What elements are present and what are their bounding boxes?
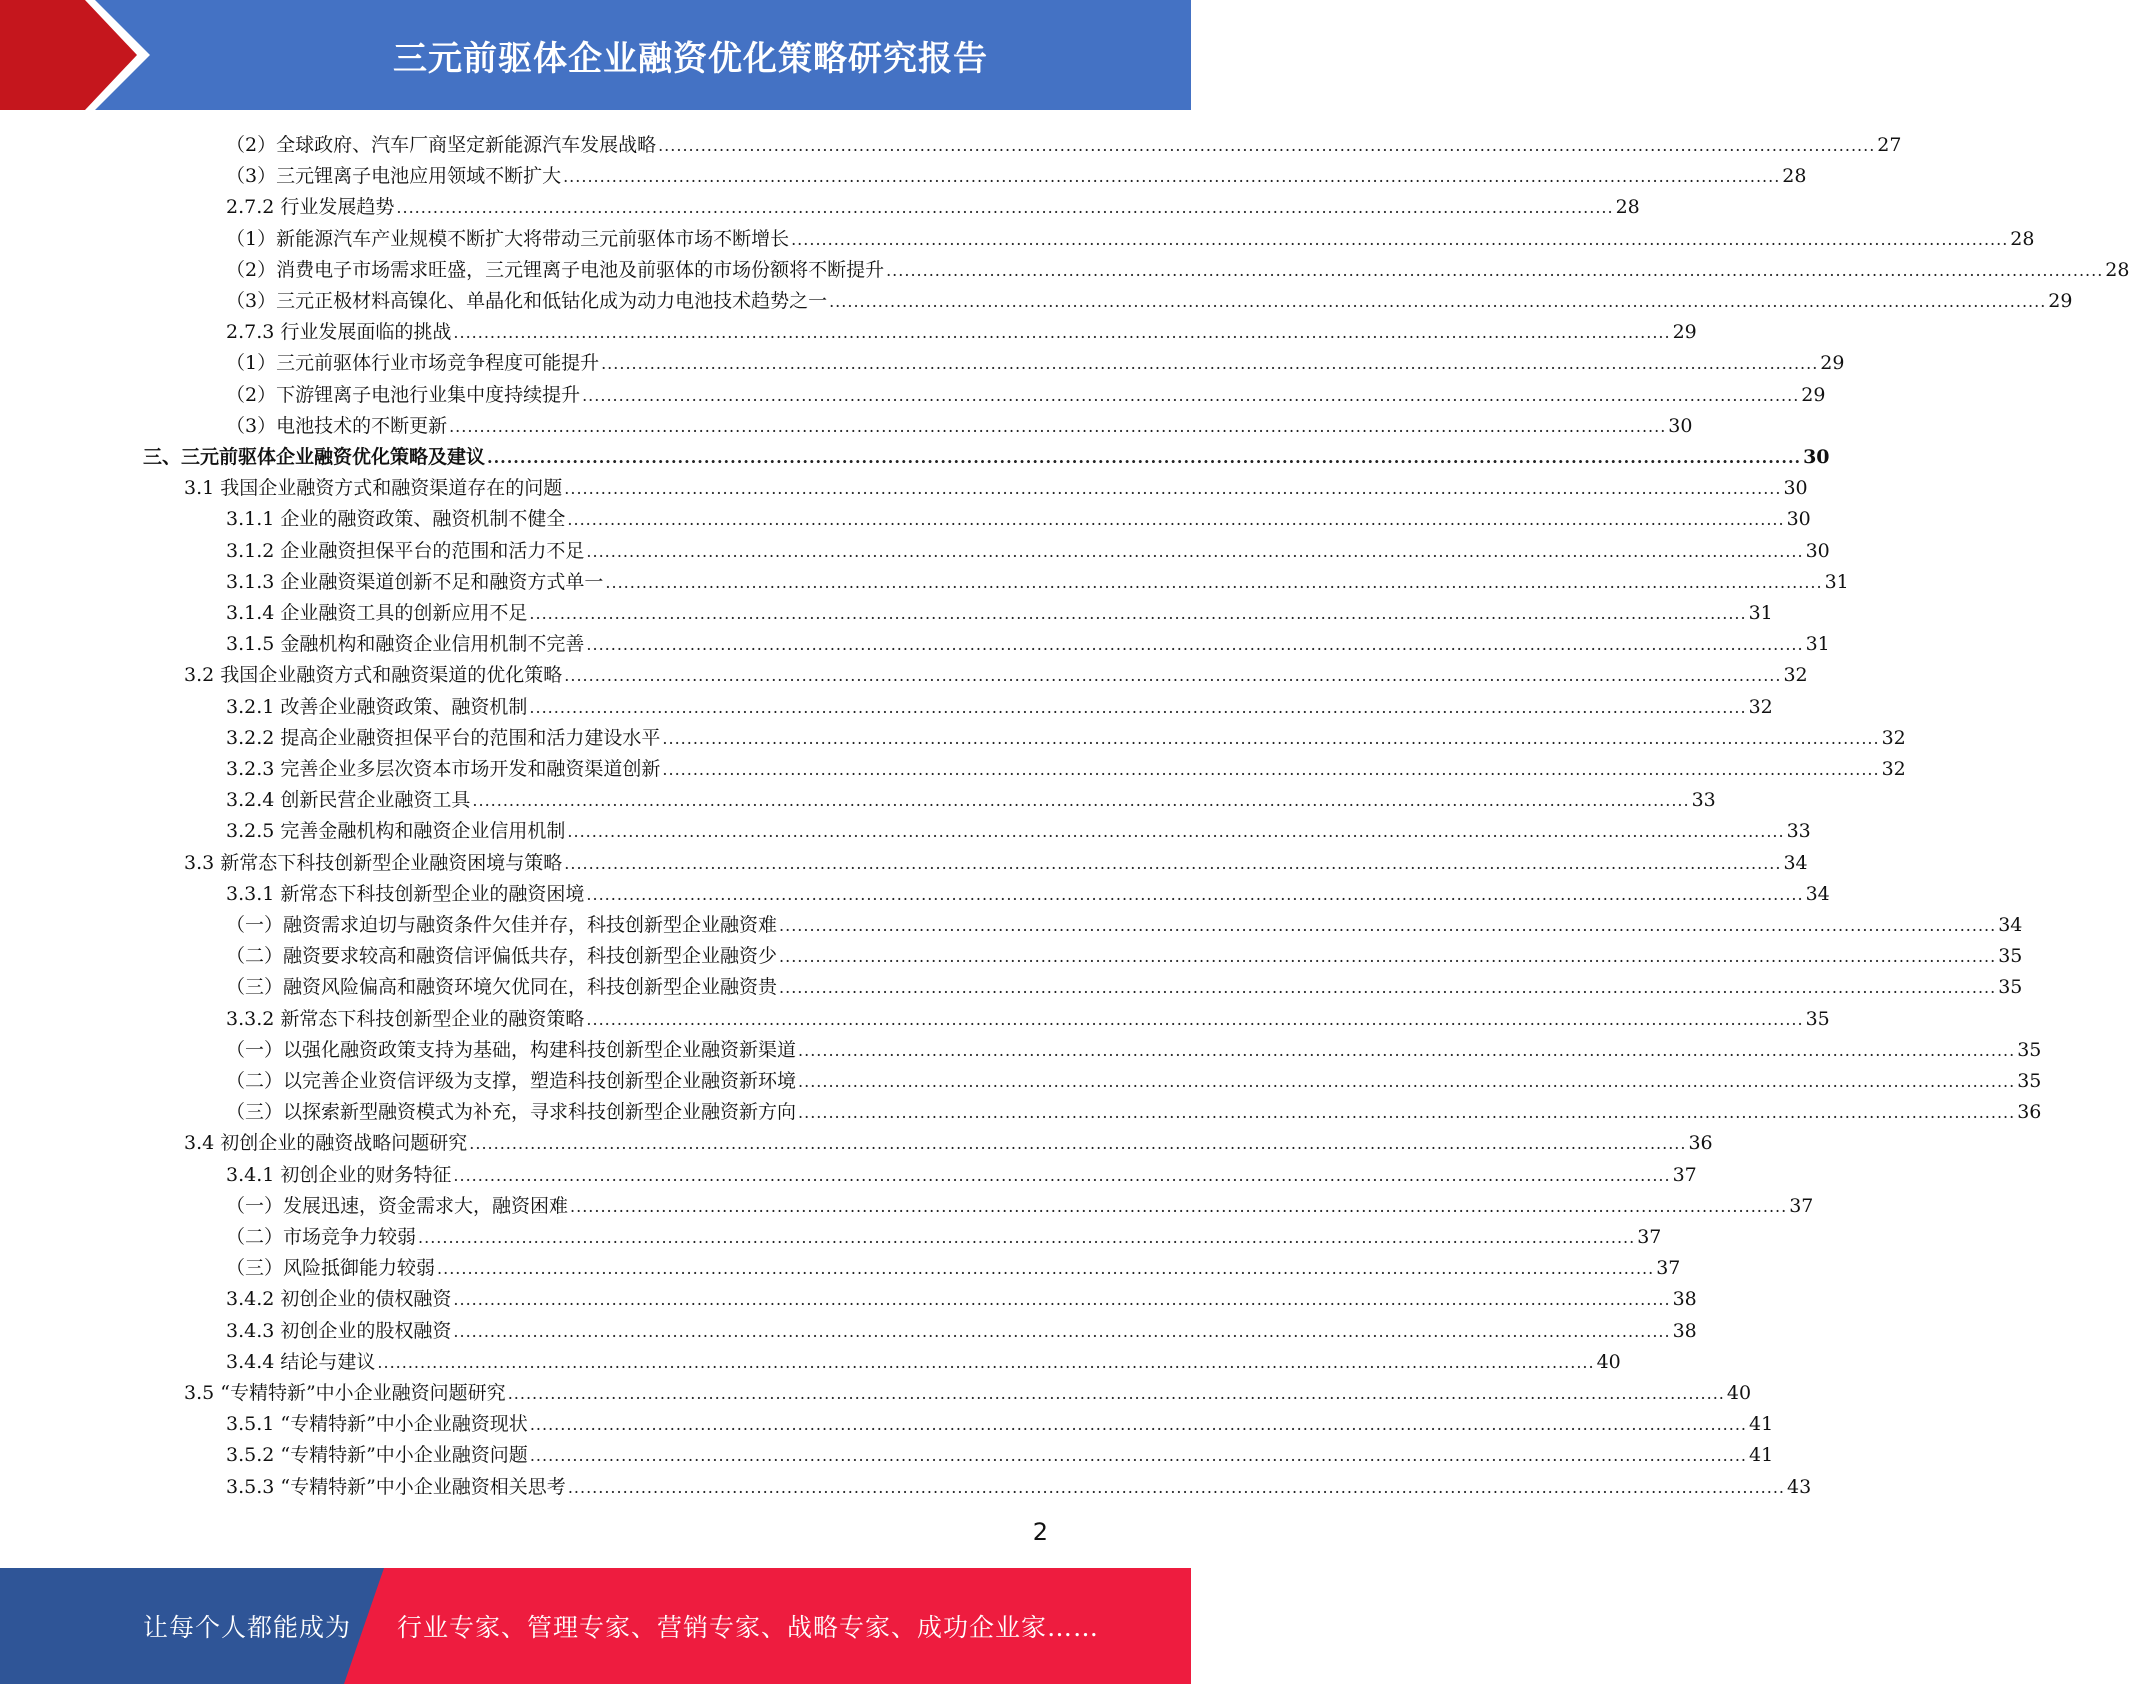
toc-entry[interactable] [226, 1032, 2042, 1063]
toc-leader-dots: ........................................................................................................................................................................................................ [586, 1009, 1804, 1029]
toc-entry[interactable] [226, 252, 2129, 283]
toc-entry[interactable] [226, 720, 1906, 751]
toc-entry-label: 3.4.2 初创企业的债权融资 [226, 1288, 452, 1311]
toc-entry-label: （1）三元前驱体行业市场竞争程度可能提升 [226, 352, 600, 375]
toc-entry-label: 3.1.1 企业的融资政策、融资机制不健全 [226, 508, 566, 531]
toc-entry[interactable] [226, 1344, 1621, 1375]
toc-entry-page: 35 [2017, 1070, 2042, 1092]
toc-entry-page: 31 [1805, 633, 1830, 656]
toc-leader-dots: ........................................................................................................................................................................................................ [564, 479, 1782, 499]
toc-leader-dots: ........................................................................................................................................................................................................ [453, 323, 1671, 343]
toc-leader-dots: ........................................................................................................................................................................................................ [570, 1196, 1788, 1216]
toc-leader-dots: ........................................................................................................................................................................................................ [567, 1477, 1785, 1497]
toc-entry-page: 35 [1805, 1007, 1830, 1030]
toc-leader-dots: ........................................................................................................................................................................................................ [418, 1228, 1636, 1247]
toc-entry-label: 3.2.5 完善金融机构和融资企业信用机制 [226, 820, 566, 843]
toc-entry-label: 3.2.3 完善企业多层次资本市场开发和融资渠道创新 [226, 758, 661, 780]
toc-entry-page: 37 [1789, 1194, 1814, 1217]
toc-leader-dots: ........................................................................................................................................................................................................ [779, 947, 1997, 967]
toc-leader-dots: ........................................................................................................................................................................................................ [564, 853, 1782, 873]
toc-entry-label: 3.1.2 企业融资担保平台的范围和活力不足 [226, 539, 585, 562]
toc-leader-dots: ........................................................................................................................................................................................................ [487, 448, 1802, 467]
toc-entry[interactable] [226, 408, 1693, 439]
toc-leader-dots: ........................................................................................................................................................................................................ [396, 198, 1614, 218]
toc-entry[interactable] [226, 1281, 1697, 1312]
toc-entry-page: 30 [1783, 477, 1808, 500]
toc-entry-page: 35 [1998, 945, 2023, 968]
toc-leader-dots: ........................................................................................................................................................................................................ [567, 822, 1785, 842]
toc-entry-page: 34 [1805, 882, 1830, 905]
toc-entry-label: 3.2 我国企业融资方式和融资渠道的优化策略 [184, 664, 563, 687]
toc-entry[interactable] [226, 1219, 1662, 1250]
toc-leader-dots: ........................................................................................................................................................................................................ [798, 1103, 2016, 1123]
page-footer [0, 1568, 1191, 1684]
toc-entry-page: 28 [1782, 165, 1807, 188]
toc-entry-page: 29 [1672, 321, 1697, 344]
toc-entry[interactable] [226, 751, 1906, 782]
toc-entry-page: 28 [1615, 196, 1640, 219]
toc-entry-page: 35 [1998, 976, 2023, 999]
toc-entry-label: 3.2.1 改善企业融资政策、融资机制 [226, 695, 528, 718]
toc-leader-dots: ........................................................................................................................................................................................................ [529, 1415, 1747, 1435]
toc-entry[interactable] [226, 1157, 1697, 1188]
toc-entry[interactable] [184, 657, 1808, 688]
toc-entry-page: 31 [1824, 570, 1849, 593]
toc-entry-page: 32 [1881, 726, 1906, 749]
toc-entry[interactable] [184, 845, 1808, 876]
toc-entry-page: 29 [1801, 383, 1826, 406]
toc-entry[interactable] [226, 1437, 1774, 1468]
toc-entry-page: 38 [1672, 1288, 1697, 1311]
toc-entry-page: 41 [1749, 1444, 1774, 1467]
toc-entry-page: 32 [1748, 695, 1773, 718]
toc-entry-label: 3.5.1 “专精特新”中小企业融资现状 [226, 1413, 528, 1436]
toc-entry-label: （二）市场竞争力较弱 [226, 1226, 417, 1248]
toc-entry-label: 3.4 初创企业的融资战略问题研究 [184, 1132, 468, 1155]
toc-entry-page: 33 [1691, 789, 1716, 812]
toc-entry[interactable] [226, 938, 2023, 969]
toc-leader-dots: ........................................................................................................................................................................................................ [662, 760, 1880, 779]
toc-entry-label: （二）以完善企业资信评级为支撑，塑造科技创新型企业融资新环境 [226, 1070, 797, 1092]
toc-entry[interactable] [226, 1250, 1681, 1281]
toc-entry-page: 30 [1805, 539, 1830, 562]
toc-leader-dots: ........................................................................................................................................................................................................ [564, 666, 1782, 686]
toc-entry-page: 33 [1786, 820, 1811, 843]
toc-entry-label: （3）电池技术的不断更新 [226, 414, 448, 437]
toc-entry-page: 30 [1786, 508, 1811, 531]
toc-entry-label: （一）以强化融资政策支持为基础，构建科技创新型企业融资新渠道 [226, 1038, 797, 1061]
toc-leader-dots: ........................................................................................................................................................................................................ [601, 354, 1819, 374]
footer-slogan-left: 让每个人都能成为 [143, 1613, 352, 1642]
toc-entry-label: 3.4.4 结论与建议 [226, 1350, 376, 1373]
toc-entry-page: 38 [1672, 1319, 1697, 1342]
page-number: 2 [1032, 1518, 1048, 1546]
toc-entry[interactable] [226, 813, 1811, 844]
toc-leader-dots: ........................................................................................................................................................................................................ [437, 1259, 1655, 1279]
toc-entry-label: （2）消费电子市场需求旺盛，三元锂离子电池及前驱体的市场份额将不断提升 [226, 258, 885, 281]
toc-entry-label: （一）融资需求迫切与融资条件欠佳并存，科技创新型企业融资难 [226, 914, 778, 936]
toc-leader-dots: ........................................................................................................................................................................................................ [886, 260, 2104, 280]
toc-leader-dots: ........................................................................................................................................................................................................ [605, 572, 1823, 592]
toc-leader-dots: ........................................................................................................................................................................................................ [658, 136, 1876, 155]
toc-entry-label: （1）新能源汽车产业规模不断扩大将带动三元前驱体市场不断增长 [226, 227, 790, 250]
toc-entry-label: 3.3 新常态下科技创新型企业融资困境与策略 [184, 851, 563, 874]
toc-leader-dots: ........................................................................................................................................................................................................ [529, 1446, 1747, 1466]
toc-leader-dots: ........................................................................................................................................................................................................ [469, 1134, 1687, 1154]
report-title: 三元前驱体企业融资优化策略研究报告 [393, 38, 988, 79]
toc-entry-page: 32 [1783, 664, 1808, 687]
toc-leader-dots: ........................................................................................................................................................................................................ [567, 510, 1785, 530]
toc-leader-dots: ........................................................................................................................................................................................................ [453, 1321, 1671, 1341]
toc-entry-label: （三）融资风险偏高和融资环境欠优同在，科技创新型企业融资贵 [226, 976, 778, 999]
toc-entry[interactable] [226, 533, 1830, 564]
toc-entry-label: 2.7.3 行业发展面临的挑战 [226, 321, 452, 344]
toc-entry-page: 29 [1820, 352, 1845, 375]
toc-entry-page: 43 [1787, 1475, 1812, 1498]
toc-entry-page: 41 [1749, 1413, 1774, 1436]
toc-entry-label: （一）发展迅速，资金需求大，融资困难 [226, 1194, 569, 1217]
toc-leader-dots: ........................................................................................................................................................................................................ [779, 978, 1997, 998]
page-header [0, 0, 1191, 110]
toc-entry[interactable] [184, 1125, 1713, 1156]
toc-entry-label: 3.1.4 企业融资工具的创新应用不足 [226, 602, 528, 624]
red-chevron-icon [0, 0, 160, 110]
toc-entry[interactable] [226, 158, 1807, 189]
toc-entry-page: 35 [2017, 1038, 2042, 1061]
toc-entry[interactable] [226, 907, 2023, 938]
toc-entry[interactable] [226, 595, 1773, 626]
toc-leader-dots: ........................................................................................................................................................................................................ [507, 1384, 1725, 1403]
toc-entry-label: 3.1.3 企业融资渠道创新不足和融资方式单一 [226, 570, 604, 593]
toc-entry-label: 3.3.2 新常态下科技创新型企业的融资策略 [226, 1007, 585, 1030]
toc-entry-page: 30 [1668, 414, 1693, 437]
toc-entry-page: 27 [1877, 134, 1902, 156]
toc-entry-label: 3.5 “专精特新”中小企业融资问题研究 [184, 1382, 506, 1404]
toc-entry[interactable] [226, 564, 1849, 595]
toc-entry[interactable] [226, 1094, 2042, 1125]
toc-entry[interactable] [226, 127, 1902, 158]
toc-entry[interactable] [226, 1188, 1814, 1219]
toc-entry[interactable] [226, 221, 2035, 252]
toc-entry-page: 29 [2048, 290, 2073, 312]
toc-leader-dots: ........................................................................................................................................................................................................ [586, 884, 1804, 904]
toc-entry-page: 40 [1726, 1382, 1752, 1404]
toc-entry-label: （三）风险抵御能力较弱 [226, 1257, 436, 1280]
toc-entry-label: （三）以探索新型融资模式为补充，寻求科技创新型企业融资新方向 [226, 1101, 797, 1124]
toc-leader-dots: ........................................................................................................................................................................................................ [779, 916, 1997, 935]
toc-entry[interactable] [184, 470, 1808, 501]
toc-entry-page: 30 [1803, 446, 1830, 468]
toc-entry-label: （2）全球政府、汽车厂商坚定新能源汽车发展战略 [226, 134, 657, 156]
toc-entry-page: 37 [1637, 1226, 1662, 1248]
toc-leader-dots: ........................................................................................................................................................................................................ [582, 385, 1800, 405]
toc-entry-label: 3.1 我国企业融资方式和融资渠道存在的问题 [184, 477, 563, 500]
toc-entry-label: （二）融资要求较高和融资信评偏低共存，科技创新型企业融资少 [226, 945, 778, 968]
toc-leader-dots: ........................................................................................................................................................................................................ [798, 1040, 2016, 1060]
toc-entry[interactable] [226, 283, 2073, 314]
toc-entry-label: 三、三元前驱体企业融资优化策略及建议 [143, 446, 486, 468]
toc-leader-dots: ........................................................................................................................................................................................................ [798, 1072, 2016, 1091]
toc-entry-label: （3）三元锂离子电池应用领域不断扩大 [226, 165, 562, 188]
toc-leader-dots: ........................................................................................................................................................................................................ [662, 728, 1880, 748]
toc-entry-label: 2.7.2 行业发展趋势 [226, 196, 395, 219]
toc-entry-label: （2）下游锂离子电池行业集中度持续提升 [226, 383, 581, 406]
toc-entry[interactable] [226, 969, 2023, 1000]
toc-leader-dots: ........................................................................................................................................................................................................ [586, 635, 1804, 655]
toc-entry[interactable] [226, 782, 1716, 813]
toc-entry-label: 3.4.1 初创企业的财务特征 [226, 1163, 452, 1186]
toc-entry[interactable] [226, 1406, 1774, 1437]
toc-entry[interactable] [226, 345, 1845, 376]
toc-entry-label: 3.4.3 初创企业的股权融资 [226, 1319, 452, 1342]
toc-entry-label: 3.2.2 提高企业融资担保平台的范围和活力建设水平 [226, 726, 661, 749]
toc-leader-dots: ........................................................................................................................................................................................................ [377, 1352, 1595, 1372]
toc-leader-dots: ........................................................................................................................................................................................................ [529, 604, 1747, 623]
toc-entry-page: 31 [1748, 602, 1773, 624]
toc-entry[interactable] [226, 1001, 1830, 1032]
toc-entry[interactable] [226, 626, 1830, 657]
toc-entry[interactable] [226, 876, 1830, 907]
toc-leader-dots: ........................................................................................................................................................................................................ [586, 541, 1804, 561]
toc-leader-dots: ........................................................................................................................................................................................................ [829, 292, 2047, 311]
toc-entry-label: 3.5.3 “专精特新”中小企业融资相关思考 [226, 1475, 566, 1498]
footer-slogan-right: 行业专家、管理专家、营销专家、战略专家、成功企业家…… [397, 1613, 1100, 1642]
toc-entry-page: 37 [1672, 1163, 1697, 1186]
toc-entry[interactable] [226, 689, 1773, 720]
toc-entry-page: 37 [1656, 1257, 1681, 1280]
toc-entry-page: 28 [2010, 227, 2035, 250]
toc-entry[interactable] [226, 377, 1826, 408]
toc-entry-page: 34 [1783, 851, 1808, 874]
toc-entry-label: 3.2.4 创新民营企业融资工具 [226, 789, 471, 812]
toc-leader-dots: ........................................................................................................................................................................................................ [453, 1165, 1671, 1185]
toc-entry-page: 28 [2105, 258, 2129, 281]
toc-entry-page: 40 [1596, 1350, 1621, 1373]
toc-entry[interactable] [143, 439, 1830, 470]
toc-entry[interactable] [226, 314, 1697, 345]
toc-entry-label: 3.3.1 新常态下科技创新型企业的融资困境 [226, 882, 585, 905]
toc-entry-page: 34 [1998, 914, 2023, 936]
toc-entry[interactable] [226, 1469, 1812, 1500]
toc-leader-dots: ........................................................................................................................................................................................................ [453, 1290, 1671, 1310]
toc-leader-dots: ........................................................................................................................................................................................................ [563, 167, 1781, 187]
toc-entry[interactable] [226, 189, 1640, 220]
toc-leader-dots: ........................................................................................................................................................................................................ [449, 416, 1667, 436]
toc-entry-label: （3）三元正极材料高镍化、单晶化和低钴化成为动力电池技术趋势之一 [226, 290, 828, 312]
toc-leader-dots: ........................................................................................................................................................................................................ [472, 791, 1690, 811]
toc-entry[interactable] [226, 501, 1811, 532]
toc-entry[interactable] [184, 1375, 1752, 1406]
toc-leader-dots: ........................................................................................................................................................................................................ [529, 697, 1747, 717]
toc-entry-page: 36 [1688, 1132, 1713, 1155]
toc-entry-label: 3.1.5 金融机构和融资企业信用机制不完善 [226, 633, 585, 656]
toc-entry[interactable] [226, 1313, 1697, 1344]
toc-entry-label: 3.5.2 “专精特新”中小企业融资问题 [226, 1444, 528, 1467]
toc-entry-page: 36 [2017, 1101, 2042, 1124]
toc-entry[interactable] [226, 1063, 2042, 1094]
toc-entry-page: 32 [1881, 758, 1906, 780]
toc-leader-dots: ........................................................................................................................................................................................................ [791, 229, 2009, 249]
